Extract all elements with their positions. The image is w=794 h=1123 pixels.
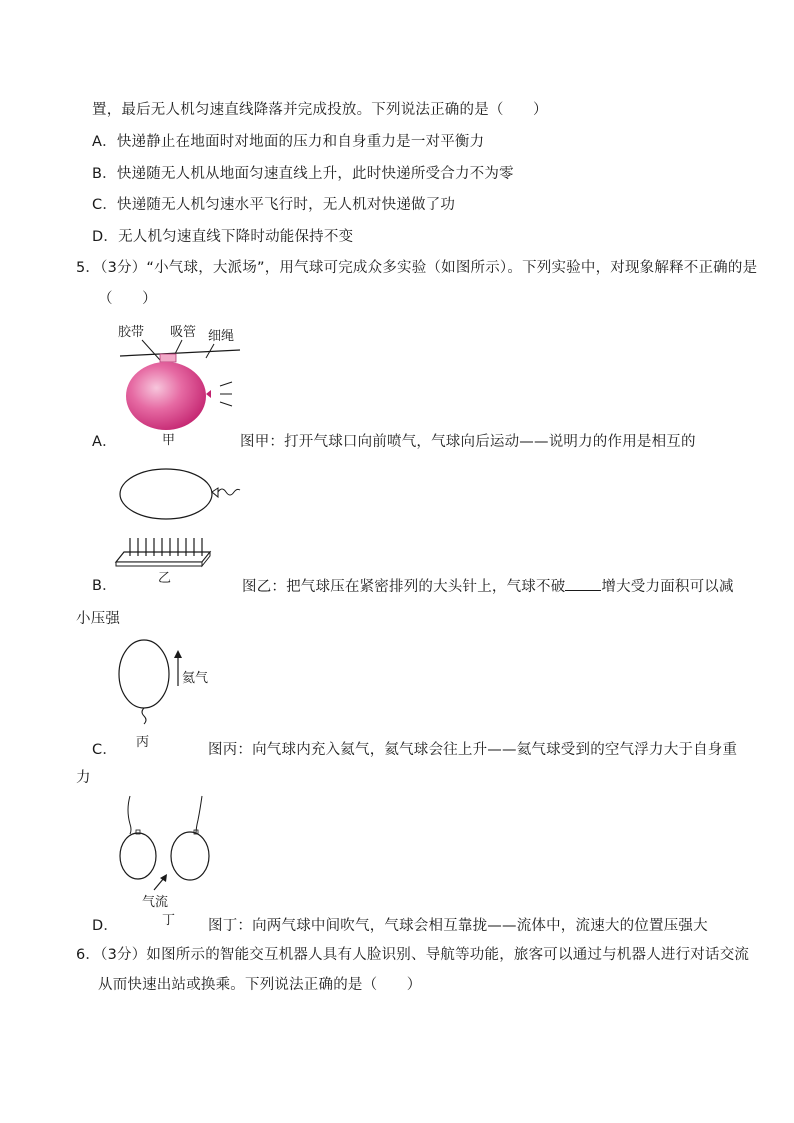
balloon-outline (119, 640, 169, 708)
balloon-left (120, 833, 156, 879)
option-label: D． (92, 918, 119, 934)
q5-option-c-text-line2: 力 (76, 770, 91, 786)
q5-stem: 5．（3分）“小气球，大派场”，用气球可完成众多实验（如图所示）。下列实验中，对现象解释不正确的是 (76, 260, 758, 276)
string-left (128, 796, 131, 834)
q5-option-b-text-line2: 小压强 (76, 611, 121, 627)
q4-option-c[interactable] (92, 195, 455, 215)
balloon-right (171, 832, 209, 880)
label-straw: 吸管 (170, 325, 197, 340)
option-label: B． (92, 166, 117, 182)
q5-option-a[interactable] (92, 432, 117, 452)
option-text: 快递静止在地面时对地面的压力和自身重力是一对平衡力 (116, 134, 485, 150)
straw-piece (160, 354, 176, 362)
q4-option-d[interactable] (92, 227, 353, 247)
option-label: A． (92, 134, 117, 150)
caption-ding: 丁 (162, 913, 176, 928)
option-text: 快递随无人机匀速水平飞行时，无人机对快递做了功 (117, 197, 456, 213)
label-tape: 胶带 (118, 325, 145, 340)
answer-blank (565, 576, 601, 591)
option-label: B． (92, 578, 117, 594)
q5-stem-paren: （ ） (98, 291, 157, 307)
figure-bing-helium-balloon (110, 634, 220, 756)
q5-option-a-text: 图甲：打开气球口向前喷气，气球向后运动——说明力的作用是相互的 (240, 434, 696, 450)
q5-option-b-text (242, 576, 734, 597)
balloon-outline (120, 469, 212, 519)
figure-yi-balloon-pins (110, 462, 250, 587)
balloon-nozzle (206, 390, 211, 398)
caption-jia: 甲 (162, 433, 176, 448)
option-label: D． (92, 229, 119, 245)
option-label: C． (92, 742, 118, 758)
string-line (120, 350, 240, 356)
option-text-after: 增大受力面积可以减 (601, 579, 734, 595)
option-text: 无人机匀速直线下降时动能保持不变 (118, 229, 354, 245)
figure-ding-two-balloons (110, 790, 220, 930)
q6-stem: 6．（3分）如图所示的智能交互机器人具有人脸识别、导航等功能，旅客可以通过与机器人进行对话交流 (76, 947, 750, 963)
q4-option-a[interactable] (92, 132, 484, 152)
pointer-tape (142, 340, 160, 360)
caption-yi: 乙 (158, 571, 172, 586)
q5-option-d-text: 图丁：向两气球中间吹气，气球会相互靠拢——流体中，流速大的位置压强大 (208, 918, 708, 934)
label-airflow: 气流 (142, 895, 169, 910)
pin-board (116, 538, 210, 566)
option-text: 快递随无人机从地面匀速直线上升，此时快递所受合力不为零 (116, 166, 514, 182)
q5-option-d[interactable] (92, 916, 118, 936)
label-string: 细绳 (208, 329, 235, 344)
option-text-before: 图乙：把气球压在紧密排列的大头针上，气球不破 (242, 579, 566, 595)
q5-option-b[interactable] (92, 576, 117, 596)
figure-jia-balloon-straw (110, 318, 250, 448)
airflow-arrow (154, 878, 164, 890)
q5-option-c[interactable] (92, 740, 117, 760)
caption-bing: 丙 (136, 735, 150, 750)
q4-option-b[interactable] (92, 164, 514, 184)
option-label: C． (92, 197, 118, 213)
label-helium: 氦气 (182, 671, 209, 686)
balloon-shape (126, 362, 206, 430)
q6-stem-line2: 从而快速出站或换乘。下列说法正确的是（ ） (98, 977, 422, 993)
option-label: A． (92, 434, 117, 450)
q4-stem-tail: 置，最后无人机匀速直线降落并完成投放。下列说法正确的是（ ） (92, 102, 548, 118)
q5-option-c-text: 图丙：向气球内充入氦气，氦气球会往上升——氦气球受到的空气浮力大于自身重 (208, 742, 738, 758)
string-right (196, 796, 202, 834)
